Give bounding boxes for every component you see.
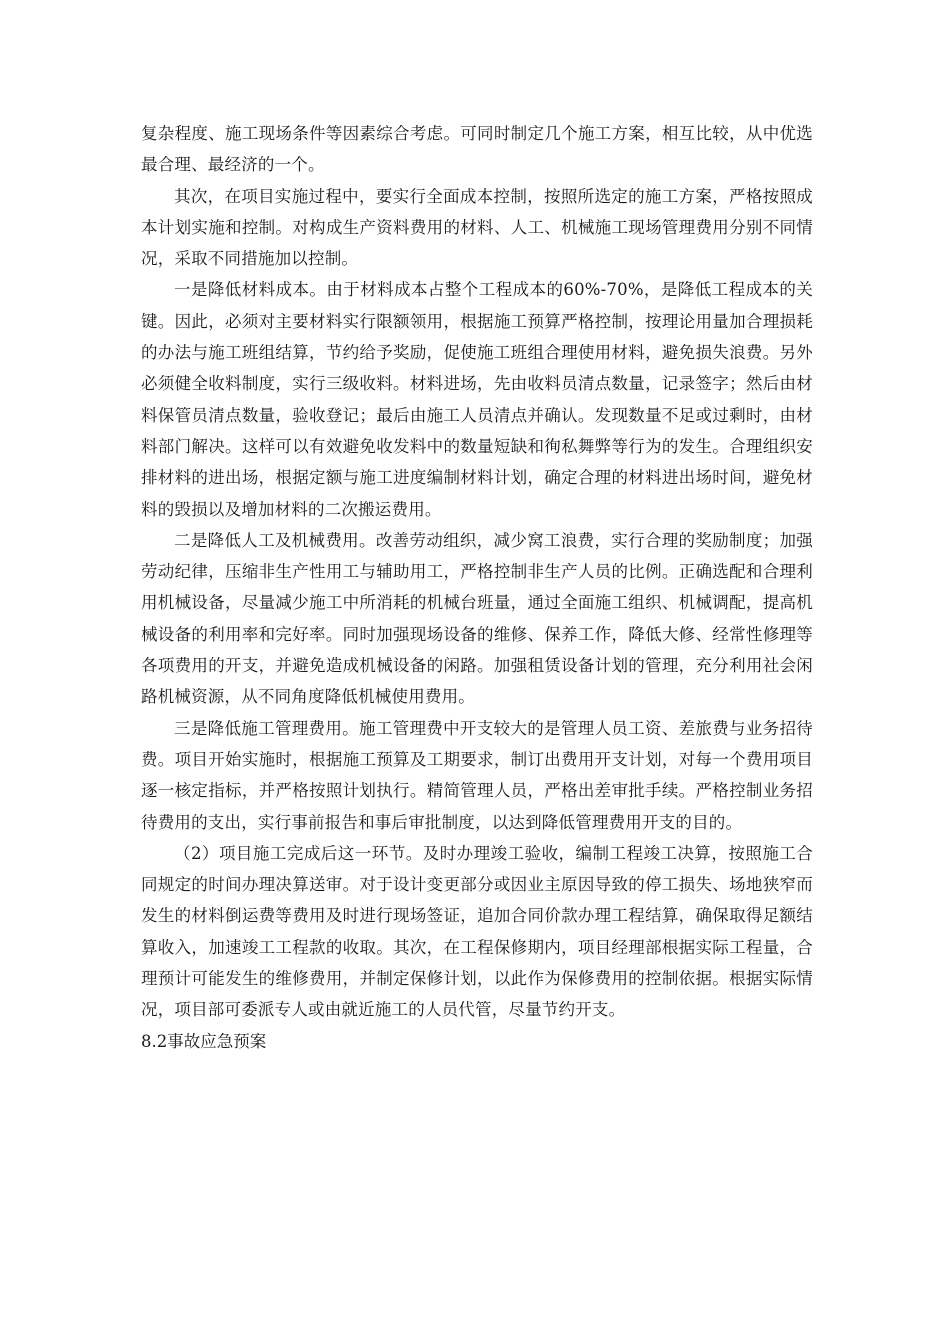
document-body bbox=[141, 118, 813, 1057]
section-heading: 8.2事故应急预案 bbox=[141, 1031, 267, 1051]
paragraph-continued: 复杂程度、施工现场条件等因素综合考虑。可同时制定几个施工方案，相互比较，从中优选最合理、最经济的一个。 bbox=[141, 124, 813, 175]
paragraph-cost-control: 其次，在项目实施过程中，要实行全面成本控制，按照所选定的施工方案，严格按照成本计划实施和控制。对构成生产资料费用的材料、人工、机械施工现场管理费用分别不同情况，采取不同措施加以控制。 bbox=[141, 186, 813, 269]
paragraph-material-cost: 一是降低材料成本。由于材料成本占整个工程成本的60%-70%，是降低工程成本的关键。因此，必须对主要材料实行限额领用，根据施工预算严格控制，按理论用量加合理损耗的办法与施工班组结算，节约给予奖励，促使施工班组合理使用材料，避免损失浪费。另外必须健全收料制度，实行三级收料。材料进场，先由收料员清点数量，记录签字；然后由材料保管员清点数量，验收登记；最后由施工人员清点并确认。发现数量不足或过剩时，由材料部门解决。这样可以有效避免收发料中的数量短缺和徇私舞弊等行为的发生。合理组织安排材料的进出场，根据定额与施工进度编制材料计划，确定合理的材料进出场时间，避免材料的毁损以及增加材料的二次搬运费用。 bbox=[141, 280, 813, 519]
paragraph-management-cost: 三是降低施工管理费用。施工管理费中开支较大的是管理人员工资、差旅费与业务招待费。项目开始实施时，根据施工预算及工期要求，制订出费用开支计划，对每一个费用项目逐一核定指标，并严格按照计划执行。精简管理人员，严格出差审批手续。严格控制业务招待费用的支出，实行事前报告和事后审批制度，以达到降低管理费用开支的目的。 bbox=[141, 718, 813, 832]
paragraph-labor-machinery-cost: 二是降低人工及机械费用。改善劳动组织，减少窝工浪费，实行合理的奖励制度；加强劳动纪律，压缩非生产性用工与辅助用工，严格控制非生产人员的比例。正确选配和合理利用机械设备，尽量减少施工中所消耗的机械台班量，通过全面施工组织、机械调配，提高机械设备的利用率和完好率。同时加强现场设备的维修、保养工作，降低大修、经常性修理等各项费用的开支，并避免造成机械设备的闲路。加强租赁设备计划的管理，充分利用社会闲路机械资源，从不同角度降低机械使用费用。 bbox=[141, 530, 813, 707]
paragraph-completion-stage: （2）项目施工完成后这一环节。及时办理竣工验收，编制工程竣工决算，按照施工合同规定的时间办理决算送审。对于设计变更部分或因业主原因导致的停工损失、场地狭窄而发生的材料倒运费等费用及时进行现场签证，追加合同价款办理工程结算，确保取得足额结算收入，加速竣工工程款的收取。其次，在工程保修期内，项目经理部根据实际工程量，合理预计可能发生的维修费用，并制定保修计划，以此作为保修费用的控制依据。根据实际情况，项目部可委派专人或由就近施工的人员代管，尽量节约开支。 bbox=[141, 843, 813, 1020]
